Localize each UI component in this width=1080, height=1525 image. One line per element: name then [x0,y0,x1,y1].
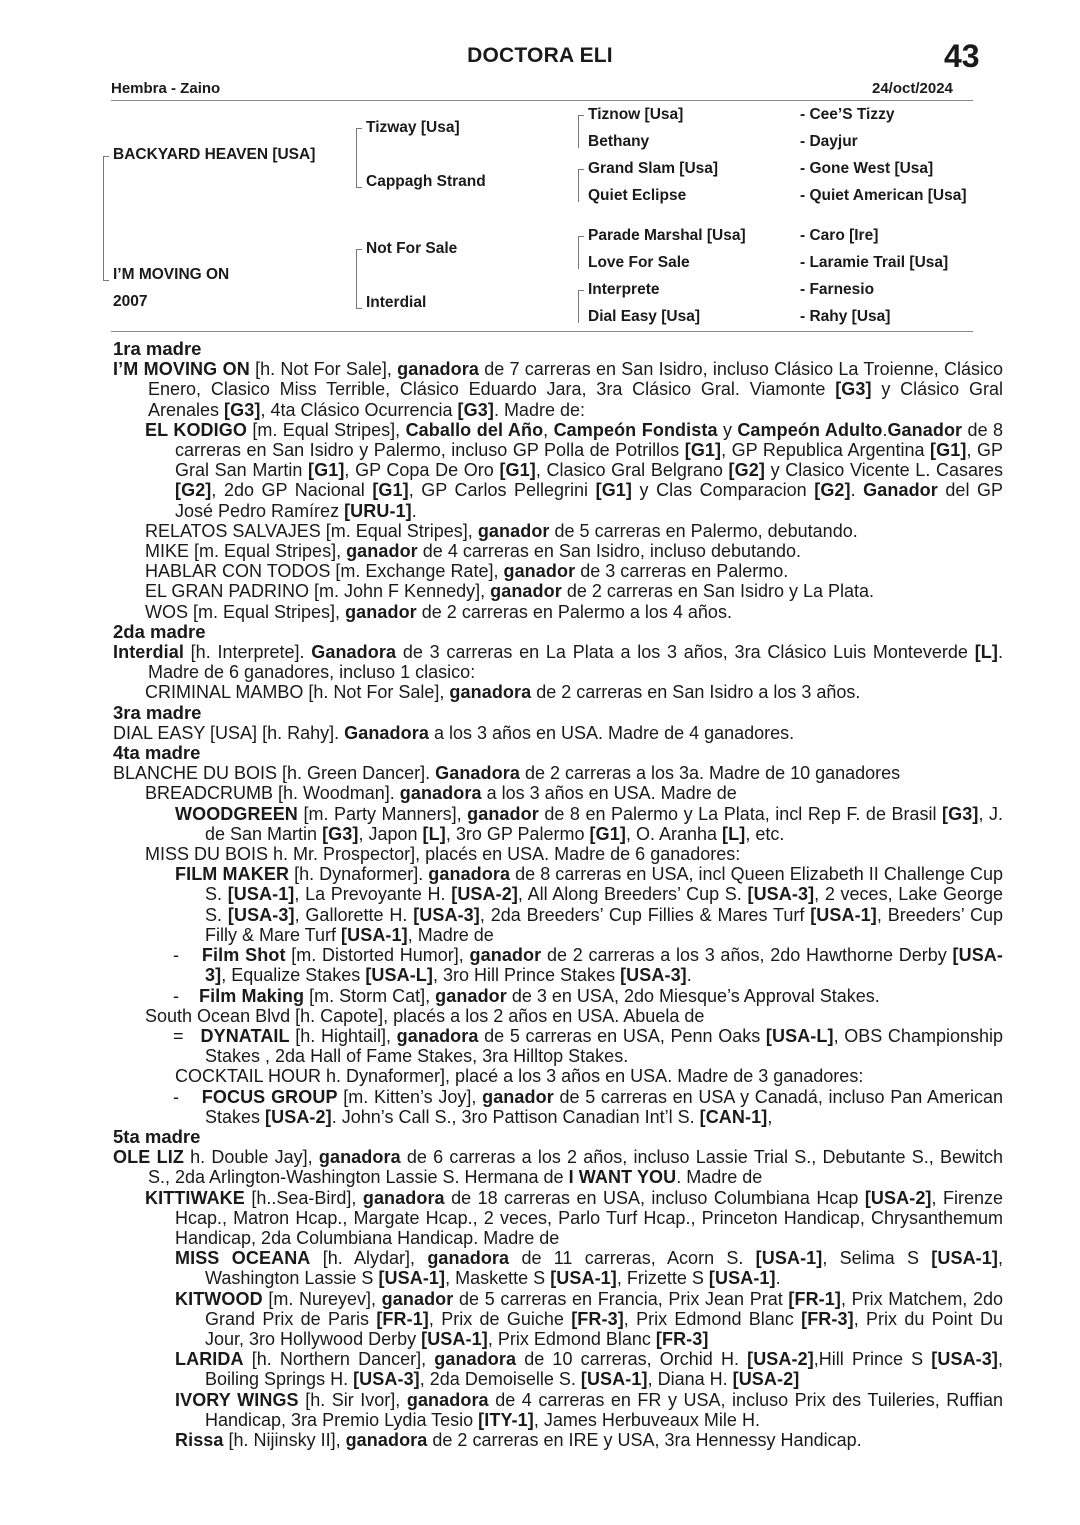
pedigree-gen2: Not For Sale [366,240,458,257]
pedigree-gen4: - Rahy [Usa] [800,308,891,325]
bold-text: Film Shot [201,945,286,966]
pedigree-bracket [356,128,362,129]
bold-text: [USA-3] [413,904,480,925]
family-entry: KITTIWAKE [h..Sea-Bird], ganadora de 18 carreras en USA, incluso Columbiana Hcap [USA-2], Firenze Hcap., Matron Hcap., Margate Hcap., 2 veces, Parlo Turf Hcap., Princeton Handicap, Chrysanthemum Handicap, 2da Columbiana Handicap. Madre de [145,1187,1003,1248]
bold-text: Ganador [887,419,963,440]
bold-text: KITWOOD [175,1288,263,1309]
section-heading: 3ra madre [113,701,202,723]
pedigree-gen4: - Farnesio [800,281,875,298]
bold-text: LARIDA [175,1349,244,1370]
pedigree-gen2: Cappagh Strand [366,173,486,190]
bold-text: I’M MOVING ON [113,359,250,380]
bold-text: [G1] [589,823,626,844]
pedigree-gen4: - Caro [Ire] [800,227,879,244]
family-entry: KITWOOD [m. Nureyev], ganador de 5 carreras en Francia, Prix Jean Prat [FR-1], Prix Matchem, 2do Grand Prix de Paris [FR-1], Prix de Guiche [FR-3], Prix Edmond Blanc [FR-3], Prix du Point Du Jour, 3ro Hollywood Derby [USA-1], Prix Edmond Blanc [FR-3] [175,1288,1004,1349]
pedigree-bracket [103,280,109,281]
pedigree-bracket [578,290,584,291]
pedigree-bracket [578,236,579,269]
bold-text: [USA-3] [205,945,1003,986]
family-entry: BREADCRUMB [h. Woodman]. ganadora a los 3 años en USA. Madre de [145,783,737,804]
bold-text: Interdial [113,642,184,663]
pedigree-sire: BACKYARD HEAVEN [USA] [113,146,316,163]
pedigree-bracket [578,115,584,116]
section-heading: 5ta madre [113,1125,201,1147]
bold-text: Campeón Adulto [737,419,883,440]
pedigree-bracket [578,169,579,202]
pedigree-bracket [578,169,584,170]
bold-text: [USA-3] [353,1369,420,1390]
pedigree-gen3: Interprete [588,281,660,298]
pedigree-gen3: Parade Marshal [Usa] [588,227,746,244]
bold-text: [USA-2] [451,884,518,905]
bold-text: [USA-1] [421,1328,488,1349]
pedigree-gen2: Interdial [366,294,427,311]
bold-text: [USA-1] [341,924,408,945]
bold-text: [G3] [322,823,359,844]
family-entry: Rissa [h. Nijinsky II], ganadora de 2 carreras en IRE y USA, 3ra Hennessy Handicap. [175,1429,862,1450]
pedigree-gen3: Bethany [588,133,650,150]
pedigree-bracket [356,249,362,250]
pedigree-bracket [103,156,109,157]
sex-color: Hembra - Zaino [111,80,221,97]
bold-text: ganadora [428,864,511,885]
bold-text: [G2] [728,460,765,481]
bold-text: [USA-2] [864,1187,932,1208]
family-entry: BLANCHE DU BOIS [h. Green Dancer]. Ganadora de 2 carreras a los 3a. Madre de 10 ganadores [113,763,901,784]
bold-text: Ganadora [435,763,520,784]
bold-text: ganador [469,945,542,966]
bold-text: Campeón Fondista [553,419,718,440]
bold-text: [CAN-1] [699,1106,768,1127]
pedigree-year: 2007 [113,293,148,310]
bold-text: Film Making [199,985,305,1006]
bold-text: [USA-3] [931,1349,998,1370]
pedigree-bracket [356,128,357,188]
bold-text: [USA-1] [550,1268,617,1289]
bold-text: IVORY WINGS [175,1389,299,1410]
bold-text: [G2] [814,480,851,501]
pedigree-gen3: Grand Slam [Usa] [588,160,719,177]
family-entry: MIKE [m. Equal Stripes], ganador de 4 carreras en San Isidro, incluso debutando. [145,541,802,562]
bold-text: [USA-3] [620,965,687,986]
bold-text: [FR-3] [801,1308,854,1329]
bold-text: ganadora [399,783,482,804]
bold-text: [G2] [175,480,212,501]
bold-text: [ITY-1] [478,1409,534,1430]
bold-text: OLE LIZ [113,1147,184,1168]
section-heading: 2da madre [113,620,206,642]
pedigree-bracket [578,290,579,323]
bold-text: ganador [490,581,562,602]
bold-text: [USA-1] [580,1369,648,1390]
bold-text: ganador [346,541,418,562]
bold-text: ganador [435,985,507,1006]
bold-text: ganador [345,601,417,622]
bold-text: EL KODIGO [145,419,247,440]
bold-text: [USA-1] [755,1248,823,1269]
family-entry: EL GRAN PADRINO [m. John F Kennedy], ganador de 2 carreras en San Isidro y La Plata. [145,581,875,602]
pedigree-gen3: Tiznow [Usa] [588,106,684,123]
family-entry: - Film Shot [m. Distorted Humor], ganador de 2 carreras a los 3 años, 2do Hawthorne Derby [USA-3], Equalize Stakes [USA-L], 3ro Hill Prince Stakes [USA-3]. [173,945,1003,986]
family-entry: FILM MAKER [h. Dynaformer]. ganadora de 8 carreras en USA, incl Queen Elizabeth II Challenge Cup S. [USA-1], La Prevoyante H. [USA-2], All Along Breeders’ Cup S. [USA-3], 2 veces, Lake George S. [USA-3], Gallorette H. [USA-3], 2da Breeders’ Cup Fillies & Mares Turf [USA-1], Breeders’ Cup Filly & Mare Turf [USA-1], Madre de [175,864,1004,945]
bold-text: DYNATAIL [200,1025,290,1046]
family-entry: MISS OCEANA [h. Alydar], ganadora de 11 carreras, Acorn S. [USA-1], Selima S [USA-1], Washington Lassie S [USA-1], Maskette S [USA-1], Frizette S [USA-1]. [175,1248,1003,1289]
bold-text: ganadora [397,359,479,380]
family-entry: HABLAR CON TODOS [m. Exchange Rate], ganador de 3 carreras en Palermo. [145,561,789,582]
horse-name-title: DOCTORA ELI [467,44,613,67]
bold-text: [USA-1] [708,1268,776,1289]
bold-text: Ganadora [311,642,397,663]
bold-text: [USA-1] [378,1268,446,1289]
pedigree-gen4: - Laramie Trail [Usa] [800,254,949,271]
bold-text: [USA-L] [765,1025,834,1046]
bold-text: [USA-3] [747,884,815,905]
pedigree-bracket [356,308,362,309]
bold-text: Rissa [175,1429,224,1450]
family-entry: EL KODIGO [m. Equal Stripes], Caballo del Año, Campeón Fondista y Campeón Adulto.Ganador de 8 carreras en San Isidro y Palermo, incluso GP Polla de Potrillos [G1], GP Republica Argentina [G1], GP Gral San Martin [G1], GP Copa De Oro [G1], Clasico Gral Belgrano [G2] y Clasico Vicente L. Casares [G2], 2do GP Nacional [G1], GP Carlos Pellegrini [G1] y Clas Comparacion [G2]. Ganador del GP José Pedro Ramírez [URU-1]. [145,419,1003,521]
bold-text: [USA-2] [747,1349,814,1370]
bold-text: Ganador [863,480,938,501]
bold-text: ganadora [362,1187,445,1208]
family-entry: WOODGREEN [m. Party Manners], ganador de 8 en Palermo y La Plata, incl Rep F. de Brasil [G3], J. de San Martin [G3], Japon [L], 3ro GP Palermo [G1], O. Aranha [L], etc. [175,803,1003,844]
family-entry: IVORY WINGS [h. Sir Ivor], ganadora de 4 carreras en FR y USA, incluso Prix des Tuileries, Ruffian Handicap, 3ra Premio Lydia Tesio [ITY-1], James Herbuveaux Mile H. [175,1389,1003,1430]
pedigree-gen3: Dial Easy [Usa] [588,308,700,325]
pedigree-gen2: Tizway [Usa] [366,119,460,136]
page-number: 43 [944,38,980,74]
bold-text: [USA-3] [227,904,295,925]
pedigree-bracket [356,187,362,188]
bold-text: ganadora [427,1248,510,1269]
family-entry: - Film Making [m. Storm Cat], ganador de 3 en USA, 2do Miesque’s Approval Stakes. [173,985,880,1006]
family-notes [113,339,1003,1450]
bold-text: [L] [422,823,446,844]
pedigree-bracket [356,249,357,309]
bold-text: ganador [381,1288,454,1309]
bold-text: [L] [722,823,746,844]
bold-text: [G1] [372,480,409,501]
pedigree-gen4: - Dayjur [800,133,858,150]
bold-text: [URU-1] [344,500,412,521]
bold-text: [G1] [499,460,536,481]
bold-text: [USA-1] [931,1248,998,1269]
bold-text: [G3] [457,399,494,420]
bold-text: Caballo del Año [405,419,544,440]
bold-text: [USA-L] [365,965,433,986]
bold-text: [G3] [942,803,979,824]
family-entry: Interdial [h. Interprete]. Ganadora de 3 carreras en La Plata a los 3 años, 3ra Clásico Luis Monteverde [L]. Madre de 6 ganadores, incluso 1 clasico: [113,642,1003,683]
pedigree-gen3: Love For Sale [588,254,690,271]
family-entry: COCKTAIL HOUR h. Dynaformer], placé a los 3 años en USA. Madre de 3 ganadores: [175,1066,864,1087]
family-entry: = DYNATAIL [h. Hightail], ganadora de 5 carreras en USA, Penn Oaks [USA-L], OBS Championship Stakes , 2da Hall of Fame Stakes, 3ra Hilltop Stakes. [173,1025,1003,1067]
bold-text: ganador [477,520,550,541]
bold-text: WOODGREEN [175,803,298,824]
bold-text: [G1] [930,440,967,461]
pedigree-dam: I’M MOVING ON [113,266,230,283]
bold-text: [G1] [308,460,345,481]
pedigree-bracket [578,115,579,148]
family-entry: RELATOS SALVAJES [m. Equal Stripes], ganador de 5 carreras en Palermo, debutando. [145,520,858,541]
bold-text: [USA-1] [227,884,295,905]
family-entry: - FOCUS GROUP [m. Kitten’s Joy], ganador de 5 carreras en USA y Canadá, incluso Pan American Stakes [USA-2]. John’s Call S., 3ro Pattison Canadian Int’l S. [CAN-1], [173,1086,1004,1127]
bold-text: ganadora [449,682,532,703]
bold-text: [USA-2] [732,1369,800,1390]
bold-text: [FR-3] [571,1308,624,1329]
bold-text: Ganadora [344,722,429,743]
pedigree-bracket [103,156,104,281]
bold-text: ganadora [406,1389,489,1410]
bold-text: ganador [503,561,576,582]
family-entry: OLE LIZ h. Double Jay], ganadora de 6 carreras a los 2 años, incluso Lassie Trial S., Debutante S., Bewitch S., 2da Arlington-Washington Lassie S. Hermana de I WANT YOU. Madre de [113,1147,1003,1188]
family-entry: MISS DU BOIS h. Mr. Prospector], placés en USA. Madre de 6 ganadores: [145,844,741,865]
bold-text: ganador [482,1086,554,1107]
bold-text: [L] [974,642,998,663]
family-entry: DIAL EASY [USA] [h. Rahy]. Ganadora a los 3 años en USA. Madre de 4 ganadores. [113,722,795,743]
bold-text: KITTIWAKE [145,1187,245,1208]
pedigree-gen4: - Cee’S Tizzy [800,106,895,123]
report-date: 24/oct/2024 [872,80,953,97]
family-entry: South Ocean Blvd [h. Capote], placés a los 2 años en USA. Abuela de [145,1005,705,1026]
family-entry: I’M MOVING ON [h. Not For Sale], ganadora de 7 carreras en San Isidro, incluso Clásico La Troienne, Clásico Enero, Clasico Miss Terrible, Clásico Eduardo Jara, 3ra Clásico Gral. Viamonte [G3] y Clásico Gral Arenales [G3], 4ta Clásico Ocurrencia [G3]. Madre de: [113,359,1003,420]
bold-text: [FR-1] [376,1308,429,1329]
bold-text: ganadora [318,1147,401,1168]
bold-text: FILM MAKER [175,864,290,885]
bold-text: [USA-1] [810,904,877,925]
bold-text: [G3] [835,379,872,400]
bold-text: ganadora [396,1025,479,1046]
bold-text: [G1] [684,440,722,461]
section-heading: 1ra madre [113,338,202,359]
pedigree-gen3: Quiet Eclipse [588,187,687,204]
pedigree-bracket [578,236,584,237]
family-entry: LARIDA [h. Northern Dancer], ganadora de 10 carreras, Orchid H. [USA-2],Hill Prince S [USA-3], Boiling Springs H. [USA-3], 2da Demoiselle S. [USA-1], Diana H. [USA-2] [175,1349,1003,1390]
bold-text: ganadora [345,1429,428,1450]
bold-text: FOCUS GROUP [201,1086,338,1107]
bold-text: [FR-1] [788,1288,841,1309]
pedigree-rule [111,331,973,332]
pedigree-gen4: - Gone West [Usa] [800,160,934,177]
header-rule [111,100,973,101]
pedigree-gen4: - Quiet American [Usa] [800,187,967,204]
bold-text: MISS OCEANA [175,1248,311,1269]
family-entry: WOS [m. Equal Stripes], ganador de 2 carreras en Palermo a los 4 años. [145,601,732,622]
bold-text: I WANT YOU [568,1167,677,1188]
bold-text: [FR-3] [655,1328,709,1349]
bold-text: [G1] [595,480,633,501]
bold-text: ganador [467,803,539,824]
bold-text: ganadora [434,1349,517,1370]
bold-text: [G3] [224,399,261,420]
bold-text: [USA-2] [265,1106,332,1127]
section-heading: 4ta madre [113,742,201,764]
family-entry: CRIMINAL MAMBO [h. Not For Sale], ganadora de 2 carreras en San Isidro a los 3 años. [145,682,861,703]
